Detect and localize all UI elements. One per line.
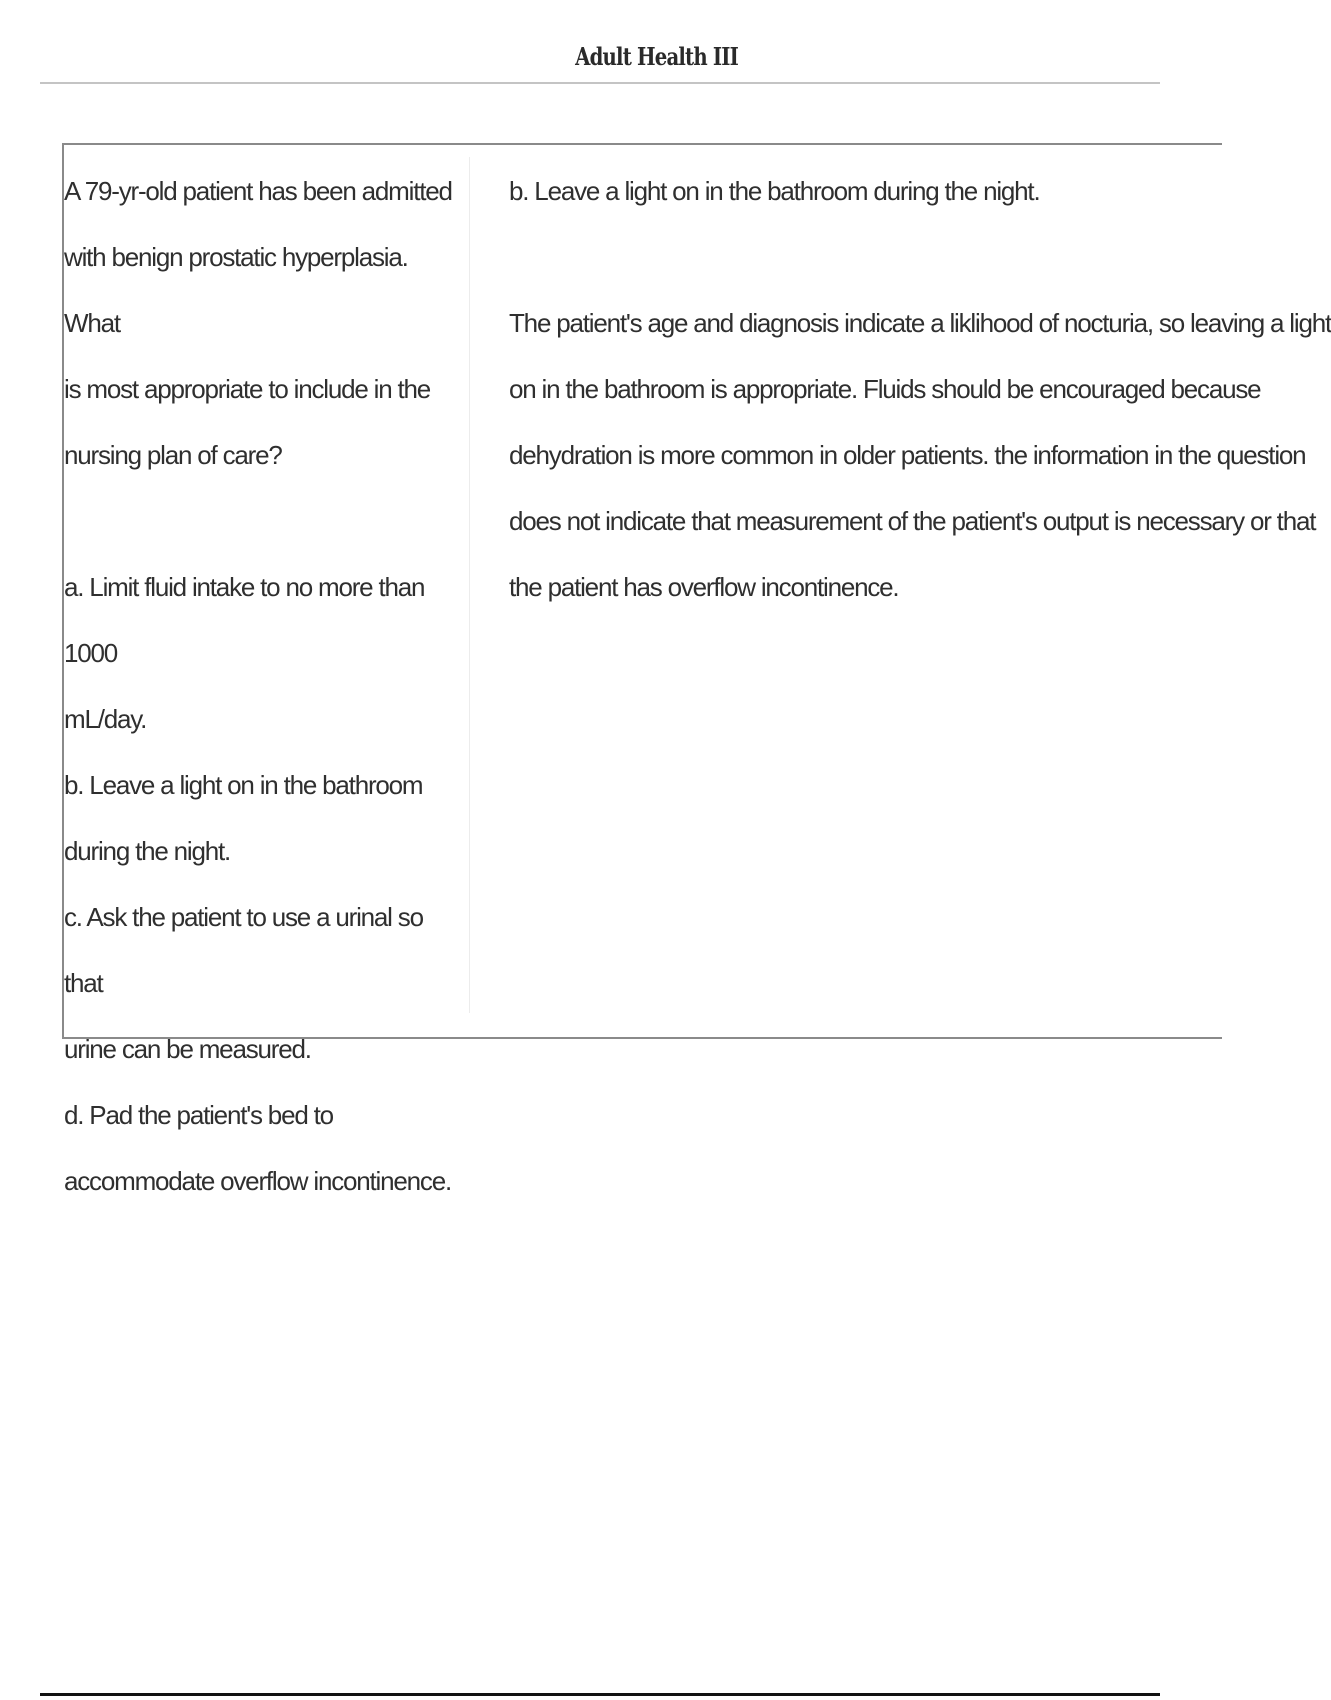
footer-rule: [40, 1693, 1160, 1696]
rationale-line: does not indicate that measurement of the patient's output is necessary or that: [509, 506, 1316, 536]
spacer: [64, 488, 456, 554]
correct-answer: b. Leave a light on in the bathroom during the night.: [509, 176, 1040, 206]
option-line: a. Limit fluid intake to no more than 1000: [64, 572, 425, 668]
spacer: [509, 224, 1229, 290]
question-line: is most appropriate to include in the: [64, 374, 431, 404]
rationale-line: the patient has overflow incontinence.: [509, 572, 899, 602]
option-line: during the night.: [64, 836, 231, 866]
option-line: mL/day.: [64, 704, 147, 734]
question-side: [64, 158, 456, 1214]
option-line: d. Pad the patient's bed to: [64, 1100, 333, 1130]
option-line: urine can be measured.: [64, 1034, 311, 1064]
question-line: A 79-yr-old patient has been admitted: [64, 176, 452, 206]
option-line: accommodate overflow incontinence.: [64, 1166, 451, 1196]
option-line: c. Ask the patient to use a urinal so that: [64, 902, 423, 998]
rationale-line: dehydration is more common in older patients. the information in the question: [509, 440, 1306, 470]
card-divider: [469, 157, 470, 1013]
question-line: nursing plan of care?: [64, 440, 282, 470]
rationale-line: The patient's age and diagnosis indicate a liklihood of nocturia, so leaving a light: [509, 308, 1331, 338]
flashcard: [62, 143, 1331, 1196]
page-title: Adult Health III: [575, 42, 739, 71]
page-header: [40, 40, 1160, 84]
answer-side: [509, 158, 1331, 620]
option-line: b. Leave a light on in the bathroom: [64, 770, 423, 800]
rationale-line: on in the bathroom is appropriate. Fluids should be encouraged because: [509, 374, 1261, 404]
question-line: with benign prostatic hyperplasia. What: [64, 242, 408, 338]
